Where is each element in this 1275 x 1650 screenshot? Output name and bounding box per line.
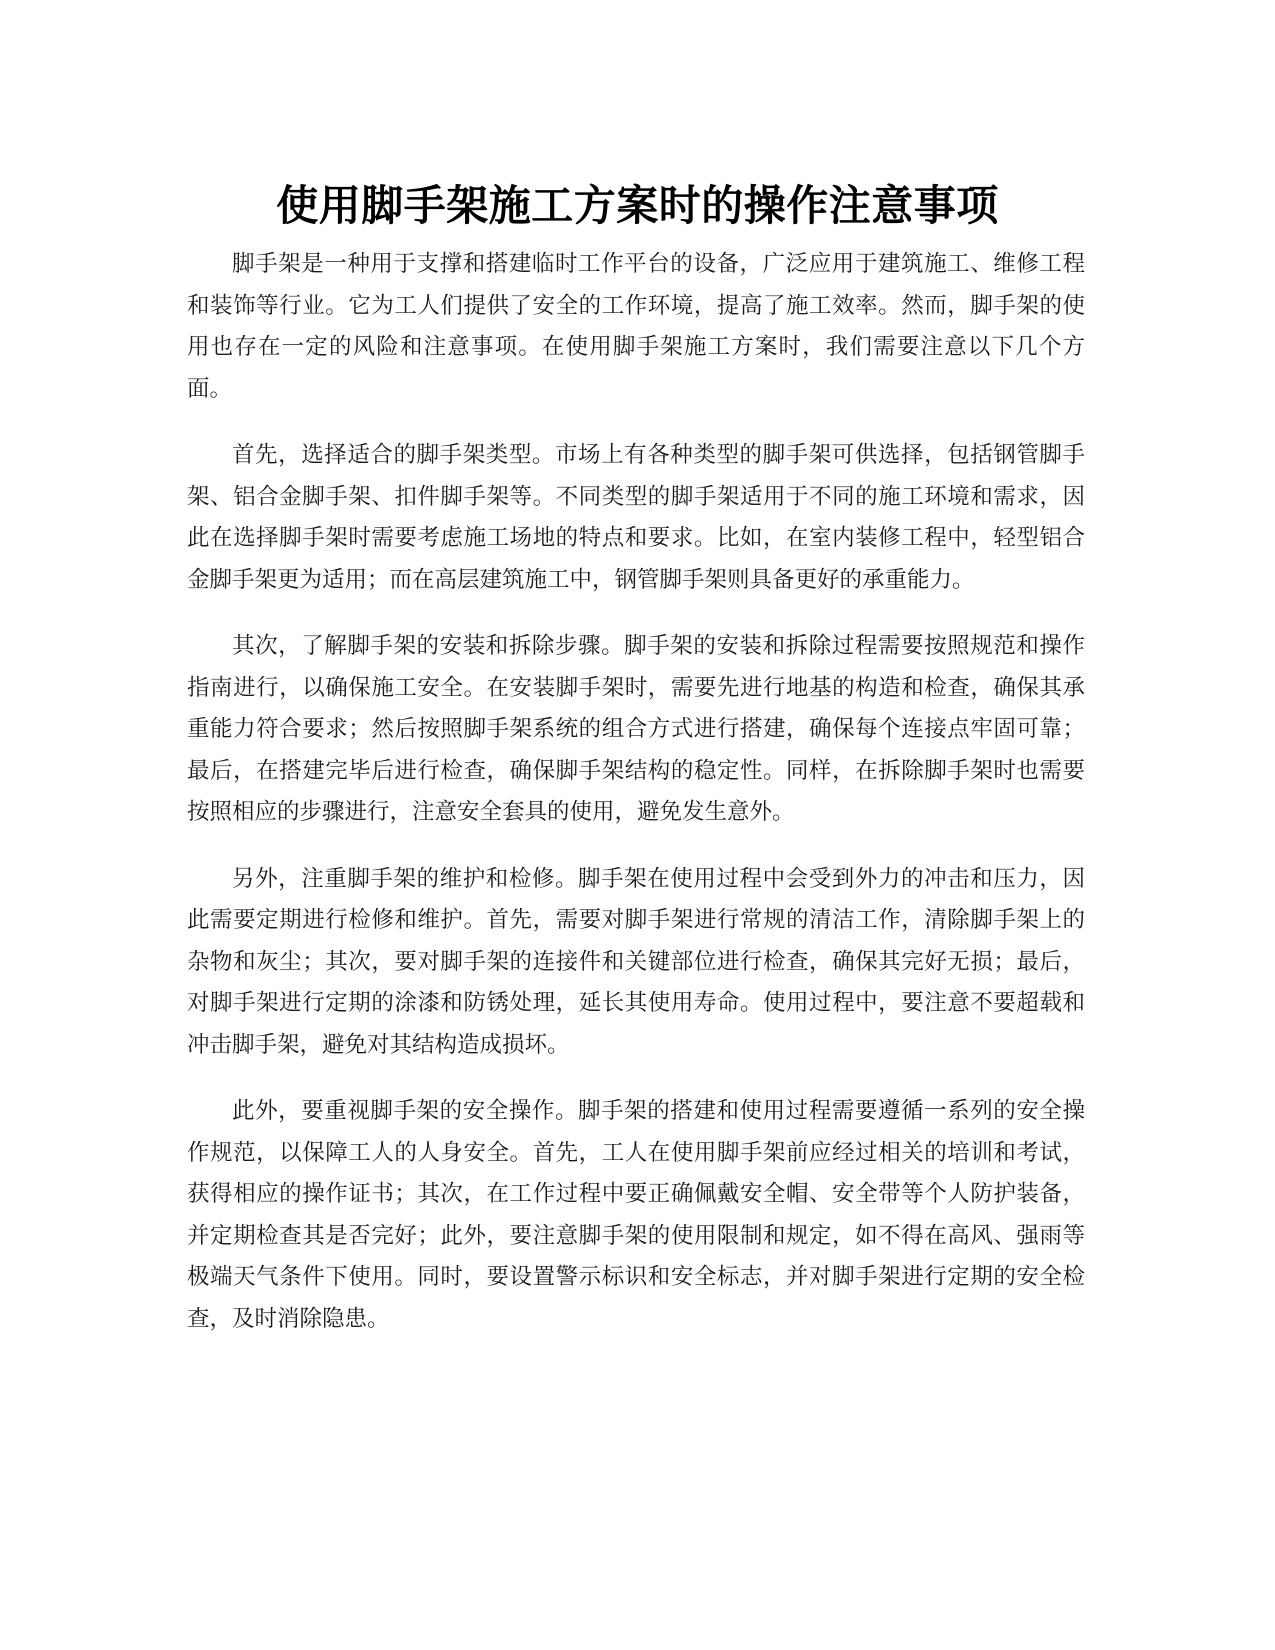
paragraph-install-removal: 其次，了解脚手架的安装和拆除步骤。脚手架的安装和拆除过程需要按照规范和操作指南进行，以确保施工安全。在安装脚手架时，需要先进行地基的构造和检查，确保其承重能力符合要求；然后按照脚手架系统的组合方式进行搭建，确保每个连接点牢固可靠；最后，在搭建完毕后进行检查，确保脚手架结构的稳定性。同样，在拆除脚手架时也需要按照相应的步骤进行，注意安全套具的使用，避免发生意外。 [187,633,1085,825]
paragraph-maintenance: 另外，注重脚手架的维护和检修。脚手架在使用过程中会受到外力的冲击和压力，因此需要定期进行检修和维护。首先，需要对脚手架进行常规的清洁工作，清除脚手架上的杂物和灰尘；其次，要对脚手架的连接件和关键部位进行检查，确保其完好无损；最后，对脚手架进行定期的涂漆和防锈处理，延长其使用寿命。使用过程中，要注意不要超载和冲击脚手架，避免对其结构造成损坏。 [187,865,1085,1058]
document-body [187,244,1085,1365]
document-title: 使用脚手架施工方案时的操作注意事项 [276,181,999,231]
paragraph-intro: 脚手架是一种用于支撑和搭建临时工作平台的设备，广泛应用于建筑施工、维修工程和装饰等行业。它为工人们提供了安全的工作环境，提高了施工效率。然而，脚手架的使用也存在一定的风险和注意事项。在使用脚手架施工方案时，我们需要注意以下几个方面。 [187,251,1085,402]
paragraph-safety-operation: 此外，要重视脚手架的安全操作。脚手架的搭建和使用过程需要遵循一系列的安全操作规范，以保障工人的人身安全。首先，工人在使用脚手架前应经过相关的培训和考试，获得相应的操作证书；其次，在工作过程中要正确佩戴安全帽、安全带等个人防护装备，并定期检查其是否完好；此外，要注意脚手架的使用限制和规定，如不得在高风、强雨等极端天气条件下使用。同时，要设置警示标识和安全标志，并对脚手架进行定期的安全检查，及时消除隐患。 [187,1098,1085,1332]
paragraph-scaffold-type: 首先，选择适合的脚手架类型。市场上有各种类型的脚手架可供选择，包括钢管脚手架、铝合金脚手架、扣件脚手架等。不同类型的脚手架适用于不同的施工环境和需求，因此在选择脚手架时需要考虑施工场地的特点和要求。比如，在室内装修工程中，轻型铝合金脚手架更为适用；而在高层建筑施工中，钢管脚手架则具备更好的承重能力。 [187,442,1085,593]
